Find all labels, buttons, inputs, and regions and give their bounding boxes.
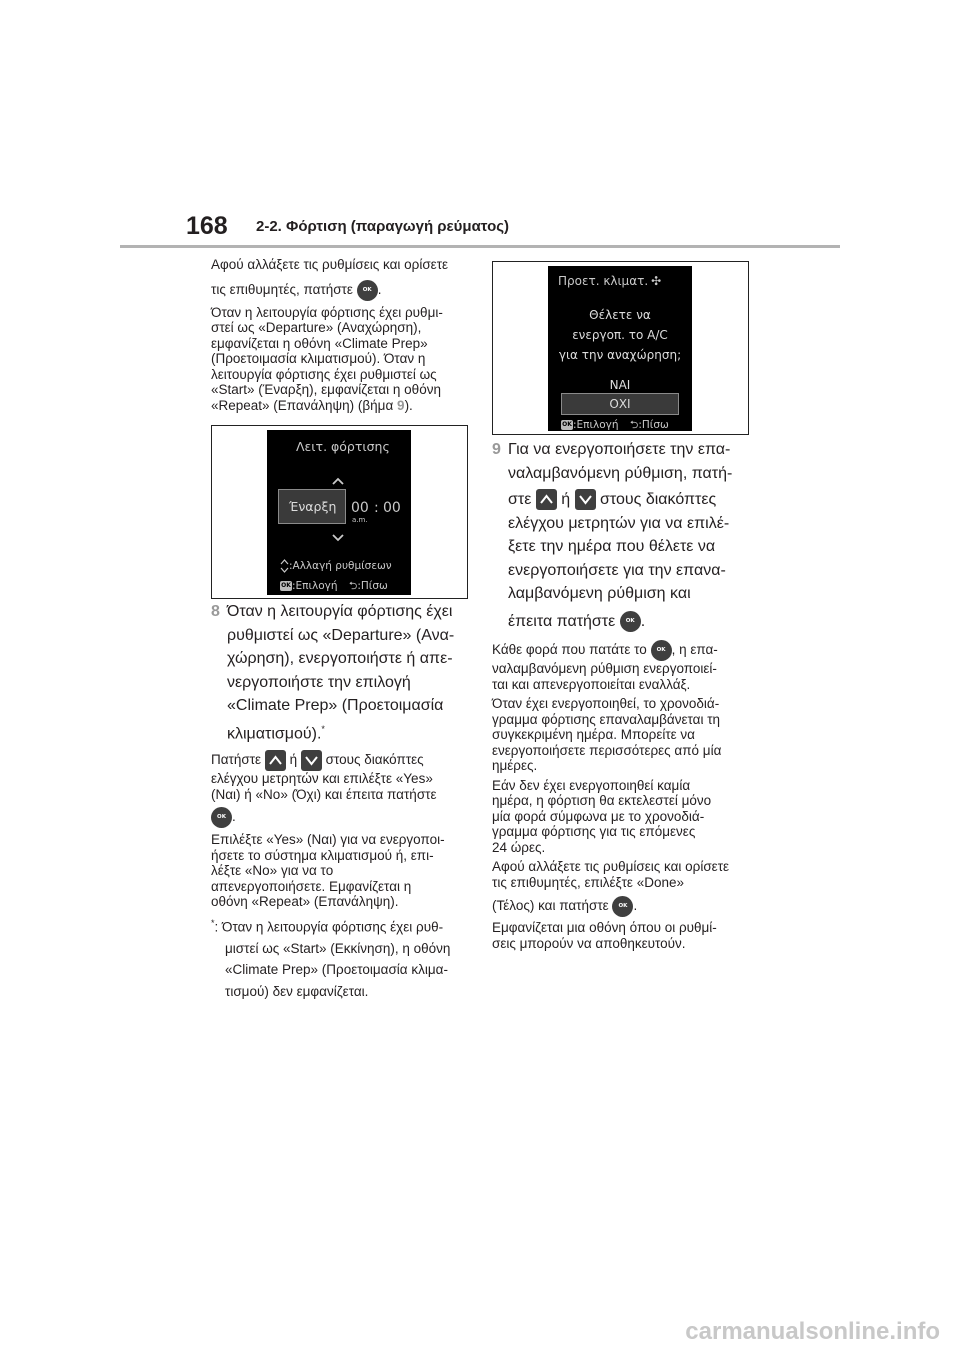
question-line-3: για την αναχώρηση;: [558, 348, 682, 362]
hour-value: 00: [351, 500, 369, 516]
yes-option[interactable]: ΝΑΙ: [609, 378, 631, 392]
ok-mini-icon: OK: [562, 421, 572, 428]
climate-prep-screen: [548, 266, 692, 431]
back-arrow-icon: ⮌: [629, 419, 639, 431]
ok-button-icon: OK: [612, 896, 633, 917]
step-ref: 9: [397, 397, 405, 413]
no-option[interactable]: ΟΧΙ: [561, 393, 679, 415]
climate-prep-screen-frame: [492, 261, 749, 435]
header-rule: [120, 245, 840, 248]
para-save: Εμφανίζεται μια οθόνη όπου οι ρυθμί- σεις μπορούν να αποθηκευτούν.: [492, 920, 717, 951]
change-settings-hint: :Αλλαγή ρυθμίσεων: [280, 559, 392, 573]
ok-mini-icon: OK: [281, 582, 291, 589]
ok-button-icon: OK: [357, 280, 378, 301]
up-arrow-button-icon: [265, 750, 286, 771]
ok-button-icon: OK: [651, 640, 672, 661]
right-notes: [492, 640, 748, 951]
step-8: 8 Όταν η λειτουργία φόρτισης έχει ρυθμιστεί ως «Departure» (Ανα- χώρηση), ενεργοποιήστε ή απε- νεργοποιήστε την επιλογή «Climate Prep» (Προετοιμασία κλιματισμού).*: [211, 600, 469, 745]
charging-mode-screen-frame: [211, 425, 468, 599]
ok-button-icon: OK: [211, 807, 232, 828]
ok-button-icon: OK: [620, 611, 641, 632]
chevron-down-icon: [331, 528, 345, 547]
para-repeat-info: Όταν έχει ενεργοποιηθεί, το χρονοδιά- γραμμα φόρτισης επαναλαμβάνεται τη συγκεκριμένη ημέρα. Μπορείτε να ενεργοποιήσετε περισσότερες από μία ημέρες.: [492, 696, 722, 773]
page-number: 168: [186, 212, 228, 240]
para-toggle: Κάθε φορά που πατάτε το OK , η επα- ναλαμβανόμενη ρύθμιση ενεργοποιεί- ται και απενεργοποιείται εναλλάξ.: [492, 640, 748, 692]
back-arrow-icon: ⮌: [348, 580, 358, 592]
minute-value: 00: [383, 500, 401, 516]
fan-icon: ✣: [651, 274, 662, 288]
step-number: 8: [211, 603, 220, 620]
up-arrow-button-icon: [536, 489, 557, 510]
screen1-footer: OK:Επιλογή ⮌:Πίσω: [281, 580, 388, 592]
mode-selector[interactable]: [278, 489, 346, 524]
screen2-title: Προετ. κλιματ. ✣: [558, 274, 662, 288]
down-arrow-button-icon: [575, 489, 596, 510]
question-line-2: ενεργοπ. το A/C: [572, 328, 668, 342]
question-line-1: Θέλετε να: [589, 308, 651, 322]
para-yes-no: Πατήστε ή στους διακόπτες ελέγχου μετρητών και επιλέξτε «Yes» (Ναι) ή «No» (Όχι) και έπειτα πατήστε OK .: [211, 750, 469, 828]
charging-mode-screen: [267, 430, 411, 595]
screen1-title: Λειτ. φόρτισης: [296, 439, 390, 454]
para-select-yes: Επιλέξτε «Yes» (Ναι) για να ενεργοποι- ήσετε το σύστημα κλιματισμού ή, επι- λέξτε «No» για να το απενεργοποιήσετε. Εμφανίζεται η οθόνη «Repeat» (Επανάληψη).: [211, 832, 445, 909]
watermark: carmanualsonline.info: [685, 1318, 940, 1345]
footnote: *: Όταν η λειτουργία φόρτισης έχει ρυθ- μιστεί ως «Start» (Εκκίνηση), η οθόνη «Climate Prep» (Προετοιμασία κλιμα- τισμού) δεν εμφανίζεται.: [211, 917, 451, 999]
section-title: 2-2. Φόρτιση (παραγωγή ρεύματος): [256, 218, 510, 235]
left-intro: [211, 257, 469, 413]
chevron-up-icon: [331, 471, 345, 490]
screen2-footer: OK:Επιλογή ⮌:Πίσω: [562, 419, 669, 431]
para-intro: Αφού αλλάξετε τις ρυθμίσεις και ορίσετε τις επιθυμητές, πατήστε OK .: [211, 257, 469, 301]
para-departure: Όταν η λειτουργία φόρτισης έχει ρυθμι- στεί ως «Departure» (Αναχώρηση), εμφανίζεται η οθόνη «Climate Prep» (Προετοιμασία κλιματισμού). Όταν η λειτουργία φόρτισης έχει ρυθμιστεί ως «Start» (Έναρξη), εμφανίζεται η οθόνη «Repeat» (Επανάληψη) (βήμα 9).: [211, 304, 443, 413]
time-separator: :: [374, 500, 379, 516]
down-arrow-button-icon: [301, 750, 322, 771]
para-no-day: Εάν δεν έχει ενεργοποιηθεί καμία ημέρα, η φόρτιση θα εκτελεστεί μόνο μία φορά σύμφωνα με το χρονοδιά- γραμμα φόρτισης για τις επόμενες 24 ώρες.: [492, 777, 712, 855]
step-number: 9: [492, 441, 501, 458]
ampm-label: a.m.: [352, 516, 368, 524]
left-notes: [211, 750, 469, 1002]
up-down-icon: [280, 559, 289, 573]
step-9: 9 Για να ενεργοποιήσετε την επα- ναλαμβανόμενη ρύθμιση, πατή- στε ή στους διακόπτες ελέγχου μετρητών για να επιλέ- ξετε την ημέρα που θέλετε να ενεργοποιήσετε για την επανα- λαμβανόμενη ρύθμιση και έπειτα πατήστε OK .: [492, 438, 748, 633]
mode-value: Έναρξη: [289, 499, 337, 514]
para-done: Αφού αλλάξετε τις ρυθμίσεις και ορίσετε τις επιθυμητές, επιλέξτε «Done» (Τέλος) και πατήστε OK .: [492, 859, 748, 917]
